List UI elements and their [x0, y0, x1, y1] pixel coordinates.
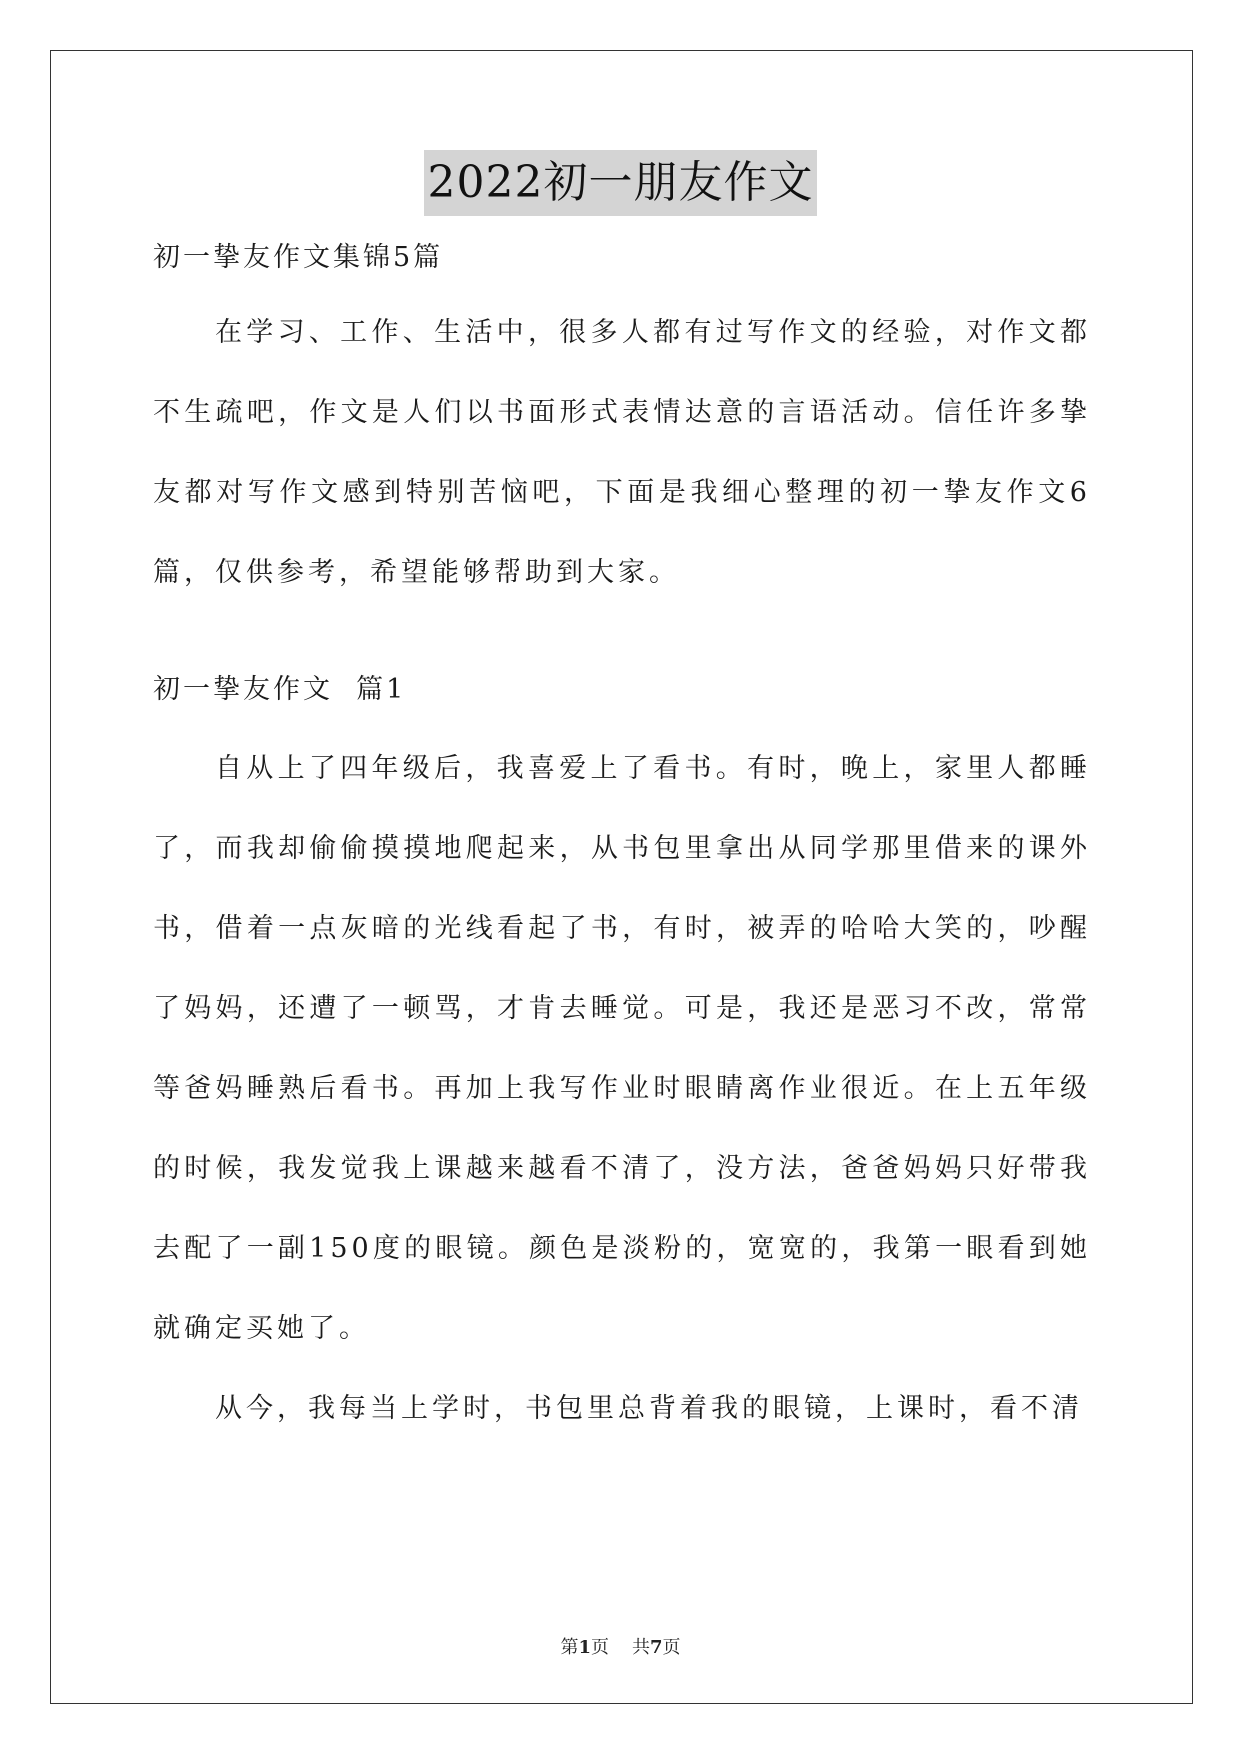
total-prefix: 共	[631, 1637, 650, 1658]
page-suffix: 页	[591, 1637, 610, 1658]
title-container	[0, 150, 1241, 216]
page-prefix: 第	[560, 1637, 579, 1658]
body-paragraph-1: 自从上了四年级后，我喜爱上了看书。有时，晚上，家里人都睡了，而我却偷偷摸摸地爬起来，从书包里拿出从同学那里借来的课外书，借着一点灰暗的光线看起了书，有时，被弄的哈哈大笑的，吵醒了妈妈，还遭了一顿骂，才肯去睡觉。可是，我还是恶习不改，常常等爸妈睡熟后看书。再加上我写作业时眼睛离作业很近。在上五年级的时候，我发觉我上课越来越看不清了，没方法，爸爸妈妈只好带我去配了一副150度的眼镜。颜色是淡粉的，宽宽的，我第一眼看到她就确定买她了。	[153, 753, 1091, 1344]
document-title: 2022初一朋友作文	[424, 150, 818, 216]
intro-paragraph: 在学习、工作、生活中，很多人都有过写作文的经验，对作文都不生疏吧，作文是人们以书面形式表情达意的言语活动。信任许多挚友都对写作文感到特别苦恼吧，下面是我细心整理的初一挚友作文6篇，仅供参考，希望能够帮助到大家。	[153, 317, 1091, 588]
page-total: 7	[649, 1637, 663, 1658]
document-subtitle: 初一挚友作文集锦5篇	[153, 242, 444, 273]
body-paragraph-2: 从今，我每当上学时，书包里总背着我的眼镜，上课时，看不清	[215, 1393, 1083, 1424]
page-current: 1	[578, 1637, 592, 1658]
page-footer	[0, 1633, 1241, 1659]
section-body	[153, 729, 1091, 1449]
total-suffix: 页	[662, 1637, 681, 1658]
section-heading: 初一挚友作文 篇1	[153, 674, 407, 705]
intro-block	[153, 293, 1091, 613]
